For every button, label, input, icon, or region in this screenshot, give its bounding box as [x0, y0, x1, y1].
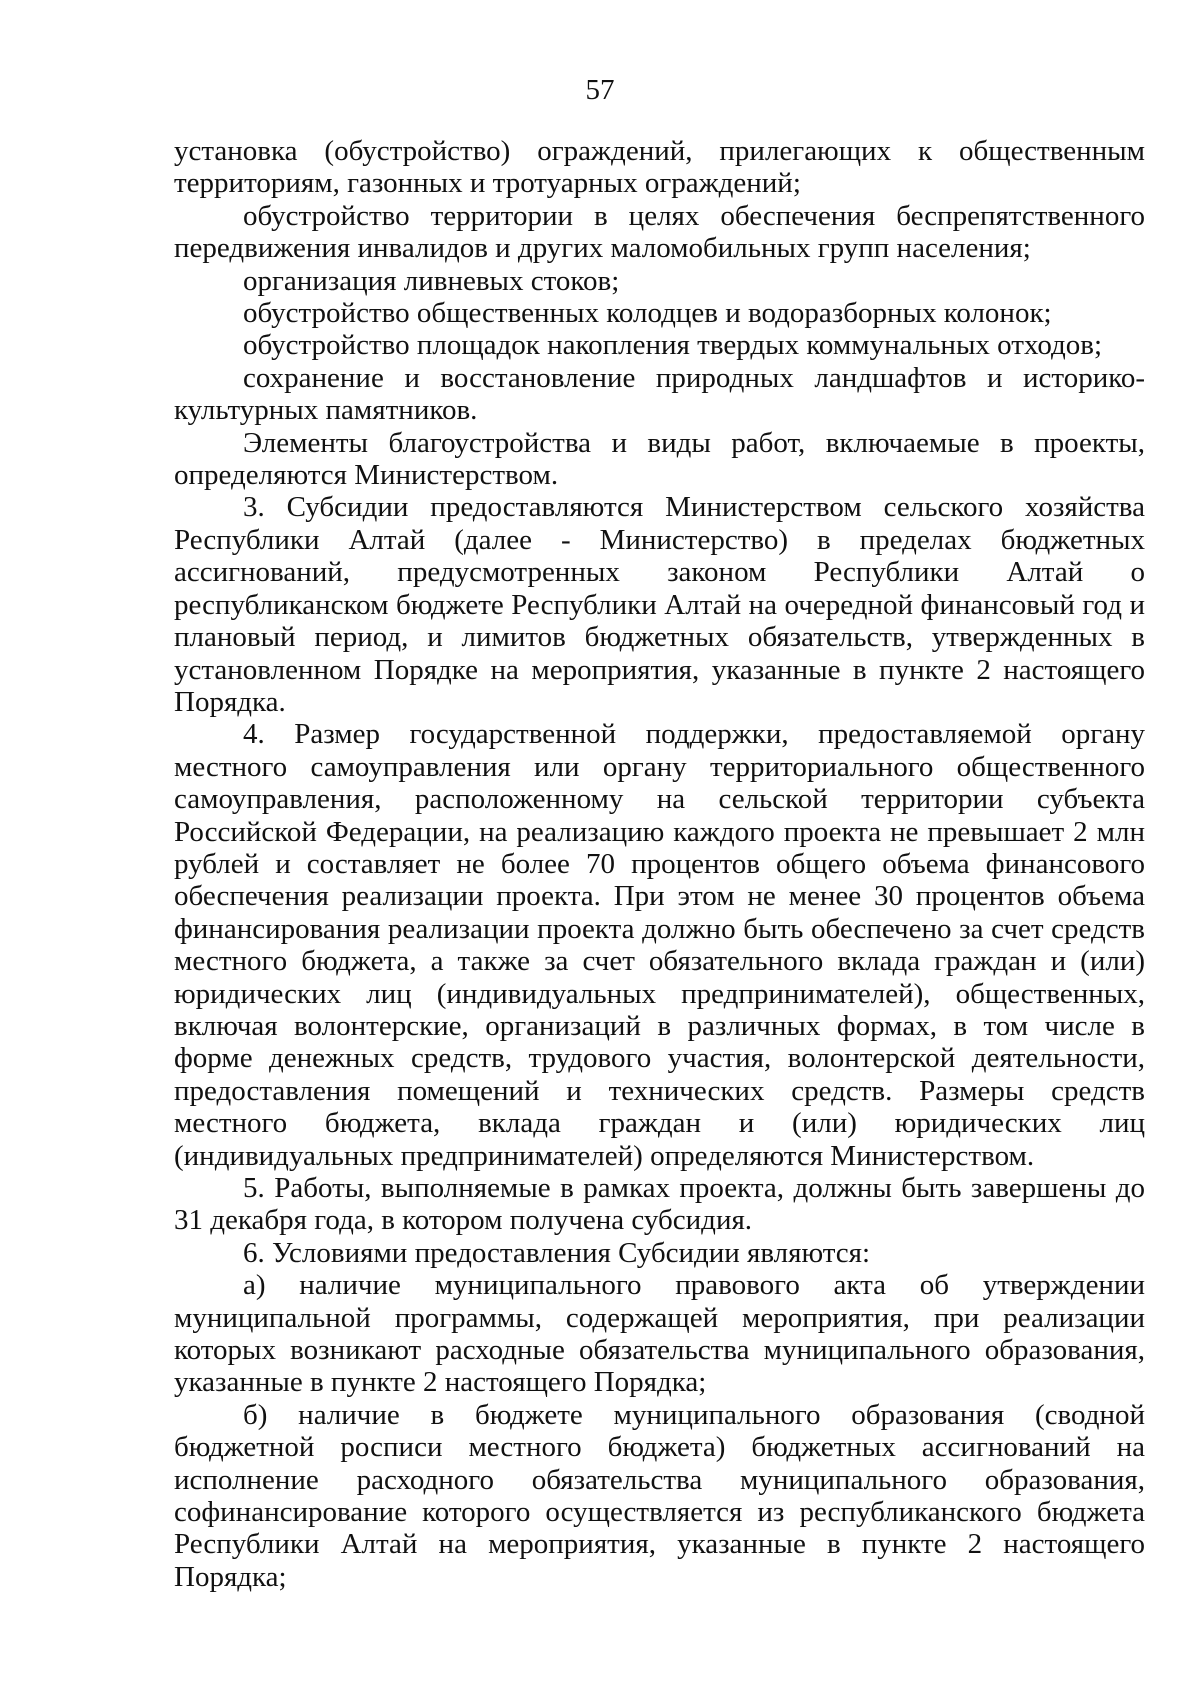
- paragraph-wells: обустройство общественных колодцев и водоразборных колонок;: [243, 297, 1052, 330]
- paragraph-item-5: 5. Работы, выполняемые в рамках проекта, должны быть завершены до 31 декабря года, в котором получена субсидия.: [174, 1172, 1145, 1237]
- page-number: 57: [585, 74, 615, 106]
- paragraph-accessibility: обустройство территории в целях обеспечения беспрепятственного передвижения инвалидов и других маломобильных групп населения;: [174, 199, 1145, 265]
- paragraph-waste-sites: обустройство площадок накопления твердых коммунальных отходов;: [243, 329, 1103, 362]
- paragraph-item-6a: а) наличие муниципального правового акта об утверждении муниципальной программы, содержащей мероприятия, при реализации которых возникают расходные обязательства муниципального образования, указанные в пункте 2 настоящего Порядка;: [174, 1269, 1145, 1399]
- paragraph-elements-defined: Элементы благоустройства и виды работ, включаемые в проекты, определяются Министерством.: [174, 426, 1145, 492]
- paragraph-item-3: 3. Субсидии предоставляются Министерством сельского хозяйства Республики Алтай (далее - Министерство) в пределах бюджетных ассигнований, предусмотренных законом Республики Алтай о республиканском бюджете Республики Алтай на очередной финансовый год и плановый период, и лимитов бюджетных обязательств, утвержденных в установленном Порядке на мероприятия, указанные в пункте 2 настоящего Порядка.: [174, 491, 1145, 718]
- paragraph-fence-installation: установка (обустройство) ограждений, прилегающих к общественным территориям, газонных и тротуарных ограждений;: [174, 135, 1145, 200]
- paragraph-landscapes: сохранение и восстановление природных ландшафтов и историко-культурных памятников.: [174, 361, 1145, 427]
- paragraph-item-6: 6. Условиями предоставления Субсидии являются:: [243, 1236, 871, 1269]
- paragraph-storm-drains: организация ливневых стоков;: [243, 264, 620, 297]
- paragraph-item-4: 4. Размер государственной поддержки, предоставляемой органу местного самоуправления или органу территориального общественного самоуправления, расположенному на сельской территории субъекта Российской Федерации, на реализацию каждого проекта не превышает 2 млн рублей и составляет не более 70 процентов общего объема финансового обеспечения реализации проекта. При этом не менее 30 процентов объема финансирования реализации проекта должно быть обеспечено за счет средств местного бюджета, а также за счет обязательного вклада граждан и (или) юридических лиц (индивидуальных предпринимателей), общественных, включая волонтерские, организаций в различных формах, в том числе в форме денежных средств, трудового участия, волонтерской деятельности, предоставления помещений и технических средств. Размеры средств местного бюджета, вклада граждан и (или) юридических лиц (индивидуальных предпринимателей) определяются Министерством.: [174, 718, 1145, 1172]
- paragraph-item-6b: б) наличие в бюджете муниципального образования (сводной бюджетной росписи местного бюджета) бюджетных ассигнований на исполнение расходного обязательства муниципального образования, софинансирование которого осуществляется из республиканского бюджета Республики Алтай на мероприятия, указанные в пункте 2 настоящего Порядка;: [174, 1398, 1145, 1593]
- document-body: [174, 135, 1145, 1593]
